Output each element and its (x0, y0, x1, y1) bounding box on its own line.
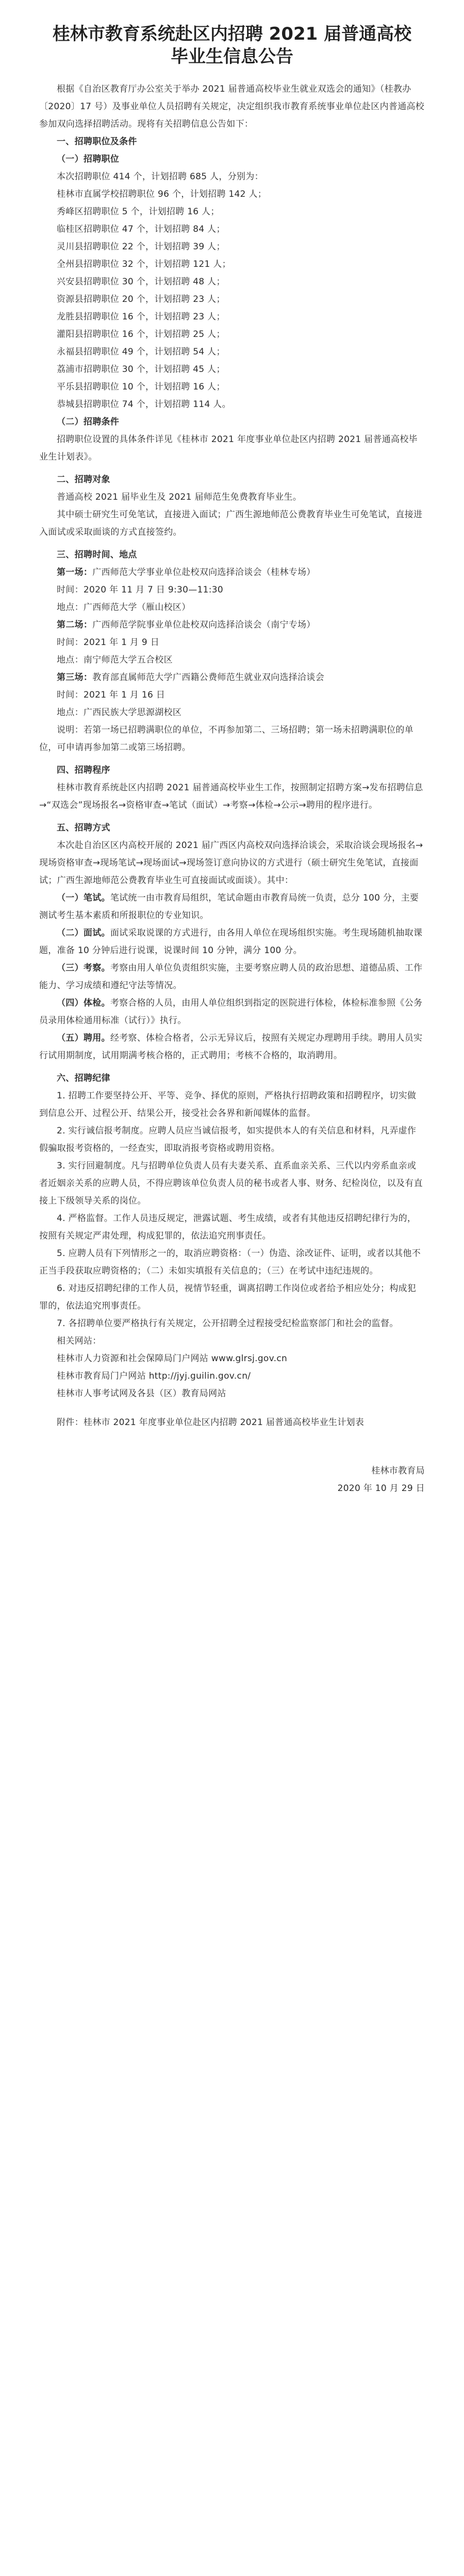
section-heading-positions: 一、招聘职位及条件 (57, 137, 137, 147)
website-hr[interactable]: 桂林市人力资源和社会保障局门户网站 www.glrsj.gov.cn (57, 1353, 288, 1364)
session-2-text: 广西师范学院事业单位赴校双向选择洽谈会（南宁专场） (92, 620, 316, 630)
interview-text: 面试采取说课的方式进行，由各用人单位在现场组织实施。考生现场随机抽取课题，准备 10 分钟后进行说课，说课时间 10 分钟，满分 100 分。 (39, 928, 423, 956)
hiring-text: 经考察、体检合格者，公示无异议后，按照有关规定办理聘用手续。聘用人员实行试用期制度，试用期满考核合格的，正式聘用；考核不合格的，取消聘用。 (39, 1033, 423, 1061)
method-hiring (39, 1029, 425, 1064)
schedule-note: 说明：若第一场已招聘满职位的单位，不再参加第二、三场招聘；第一场未招聘满职位的单位，可申请再参加第二或第三场招聘。 (39, 725, 413, 753)
attachment-note[interactable]: 附件：桂林市 2021 年度事业单位赴区内招聘 2021 届普通高校毕业生计划表 (57, 1417, 364, 1428)
session-1-time: 时间：2020 年 11 月 7 日 9:30—11:30 (57, 585, 224, 595)
section-heading-schedule: 三、招聘时间、地点 (57, 550, 137, 560)
unit-line: 资源县招聘职位 20 个，计划招聘 23 人； (57, 294, 225, 304)
session-2-time: 时间：2021 年 1 月 9 日 (57, 637, 160, 648)
session-2 (39, 616, 425, 634)
discipline-item: 6. 对违反招聘纪律的工作人员，视情节轻重，调离招聘工作岗位或者给予相应处分；构成犯罪的，依法追究刑事责任。 (39, 1283, 417, 1311)
spacer (39, 1064, 425, 1070)
unit-line: 平乐县招聘职位 10 个，计划招聘 16 人； (57, 382, 225, 392)
signature-date: 2020 年 10 月 29 日 (337, 1483, 425, 1494)
website-exam: 桂林市人事考试网及各县（区）教育局网站 (57, 1388, 226, 1399)
title-line-2: 毕业生信息公告 (171, 46, 293, 67)
targets-note: 其中硕士研究生可免笔试，直接进入面试；广西生源地师范公费教育毕业生可免笔试，直接进入面试或采取面谈的方式直接签约。 (39, 510, 423, 537)
section-heading-procedure: 四、招聘程序 (57, 765, 110, 775)
session-1-place: 地点：广西师范大学（雁山校区） (57, 602, 191, 613)
spacer (39, 756, 425, 761)
spacer (39, 466, 425, 471)
unit-line: 恭城县招聘职位 74 个，计划招聘 114 人。 (57, 399, 231, 410)
discipline-item: 1. 招聘工作要坚持公开、平等、竞争、择优的原则，严格执行招聘政策和招聘程序，切实做到信息公开、过程公开、结果公开，接受社会各界和新闻媒体的监督。 (39, 1091, 417, 1118)
unit-line: 灵川县招聘职位 22 个，计划招聘 39 人； (57, 242, 225, 252)
session-2-place: 地点：南宁师范大学五合校区 (57, 655, 173, 665)
subheading-conditions: （二）招聘条件 (57, 417, 120, 427)
session-3-place: 地点：广西民族大学思源湖校区 (57, 707, 182, 718)
method-interview (39, 924, 425, 959)
section-heading-method: 五、招聘方式 (57, 823, 110, 833)
session-2-lead: 第二场： (57, 620, 93, 630)
section-heading-discipline: 六、招聘纪律 (57, 1073, 110, 1083)
conditions-paragraph: 招聘职位设置的具体条件详见《桂林市 2021 年度事业单位赴区内招聘 2021 届普通高校毕业生计划表》。 (39, 434, 418, 462)
contact-lead: 相关网站： (57, 1336, 102, 1346)
unit-line: 全州县招聘职位 32 个，计划招聘 121 人； (57, 259, 231, 269)
signature-org: 桂林市教育局 (371, 1466, 425, 1476)
title-line-1: 桂林市教育系统赴区内招聘 2021 届普通高校 (52, 24, 412, 44)
discipline-item: 7. 各招聘单位要严格执行有关规定，公开招聘全过程接受纪检监察部门和社会的监督。 (57, 1318, 399, 1329)
unit-line: 灌阳县招聘职位 16 个，计划招聘 25 人； (57, 329, 225, 340)
interview-lead: （二）面试。 (57, 928, 110, 938)
medical-lead: （四）体检。 (57, 998, 110, 1008)
procedure-paragraph: 桂林市教育系统赴区内招聘 2021 届普通高校毕业生工作，按照制定招聘方案→发布招聘信息→“双选会”现场报名→资格审查→笔试（面试）→考察→体检→公示→聘用的程序进行。 (39, 783, 423, 810)
spacer (39, 814, 425, 819)
discipline-item: 2. 实行诚信报考制度。应聘人员应当诚信报考，如实提供本人的有关信息和材料，凡弄虚作假骗取报考资格的，一经查实，即取消报考资格或聘用资格。 (39, 1126, 417, 1154)
unit-line: 龙胜县招聘职位 16 个，计划招聘 23 人； (57, 312, 225, 322)
unit-line: 秀峰区招聘职位 5 个，计划招聘 16 人； (57, 207, 220, 217)
announcement-body (39, 80, 425, 1497)
hiring-lead: （五）聘用。 (57, 1033, 110, 1043)
announcement-title (39, 23, 425, 68)
unit-line: 永福县招聘职位 49 个，计划招聘 54 人； (57, 347, 225, 357)
method-written-test (39, 889, 425, 924)
written-test-text: 笔试统一由市教育局组织，笔试命题由市教育局统一负责，总分 100 分，主要测试考生基本素质和所报职位的专业知识。 (39, 893, 419, 921)
spacer (39, 541, 425, 546)
session-3 (39, 669, 425, 686)
unit-line: 荔浦市招聘职位 30 个，计划招聘 45 人； (57, 364, 225, 375)
medical-text: 考察合格的人员，由用人单位组织到指定的医院进行体检，体检标准参照《公务员录用体检通用标准（试行）》执行。 (39, 998, 423, 1026)
inspection-lead: （三）考察。 (57, 963, 110, 973)
discipline-item: 4. 严格监督。工作人员违反规定，泄露试题、考生成绩，或者有其他违反招聘纪律行为的，按照有关规定严肃处理，构成犯罪的，依法追究刑事责任。 (39, 1213, 417, 1241)
discipline-item: 5. 应聘人员有下列情形之一的，取消应聘资格：（一）伪造、涂改证件、证明，或者以其他不正当手段获取应聘资格的；（二）未如实填报有关信息的；（三）在考试中违纪违规的。 (39, 1248, 421, 1276)
intro-paragraph: 根据《自治区教育厅办公室关于举办 2021 届普通高校毕业生就业双选会的通知》（桂教办〔2020〕17 号）及事业单位人员招聘有关规定，决定组织我市教育系统事业单位赴区内普通高校参加双向选择招聘活动。现将有关招聘信息公告如下： (39, 84, 425, 129)
spacer (39, 1402, 425, 1414)
positions-summary: 本次招聘职位 414 个，计划招聘 685 人，分别为： (57, 172, 263, 182)
session-1-lead: 第一场： (57, 567, 93, 578)
section-heading-targets: 二、招聘对象 (57, 474, 110, 485)
session-3-time: 时间：2021 年 1 月 16 日 (57, 690, 165, 700)
unit-line: 临桂区招聘职位 47 个，计划招聘 84 人； (57, 224, 225, 234)
inspection-text: 考察由用人单位负责组织实施，主要考察应聘人员的政治思想、道德品质、工作能力、学习成绩和遵纪守法等情况。 (39, 963, 423, 991)
targets-paragraph: 普通高校 2021 届毕业生及 2021 届师范生免费教育毕业生。 (57, 492, 302, 502)
spacer (39, 1431, 425, 1462)
method-medical (39, 994, 425, 1029)
session-3-text: 教育部直属师范大学广西籍公费师范生就业双向选择洽谈会 (92, 672, 325, 683)
method-paragraph: 本次赴自治区区内高校开展的 2021 届广西区内高校双向选择洽谈会，采取洽谈会现场报名→现场资格审查→现场笔试→现场面试→现场签订意向协议的方式进行（硕士研究生免笔试，直接面试；广西生源地师范公费教育毕业生可直接面试或面谈）。其中： (39, 840, 423, 886)
method-inspection (39, 959, 425, 994)
session-1-text: 广西师范大学事业单位赴校双向选择洽谈会（桂林专场） (92, 567, 316, 578)
unit-line: 桂林市直属学校招聘职位 96 个，计划招聘 142 人； (57, 189, 267, 199)
subheading-positions: （一）招聘职位 (57, 154, 120, 164)
discipline-item: 3. 实行回避制度。凡与招聘单位负责人员有夫妻关系、直系血亲关系、三代以内旁系血亲或者近姻亲关系的应聘人员，不得应聘该单位负责人员的秘书或者人事、财务、纪检岗位，以及有直接上下级领导关系的岗位。 (39, 1161, 423, 1206)
written-test-lead: （一）笔试。 (57, 893, 110, 903)
unit-line: 兴安县招聘职位 30 个，计划招聘 48 人； (57, 277, 225, 287)
session-1 (39, 564, 425, 581)
website-education[interactable]: 桂林市教育局门户网站 http://jyj.guilin.gov.cn/ (57, 1371, 251, 1381)
session-3-lead: 第三场： (57, 672, 93, 683)
